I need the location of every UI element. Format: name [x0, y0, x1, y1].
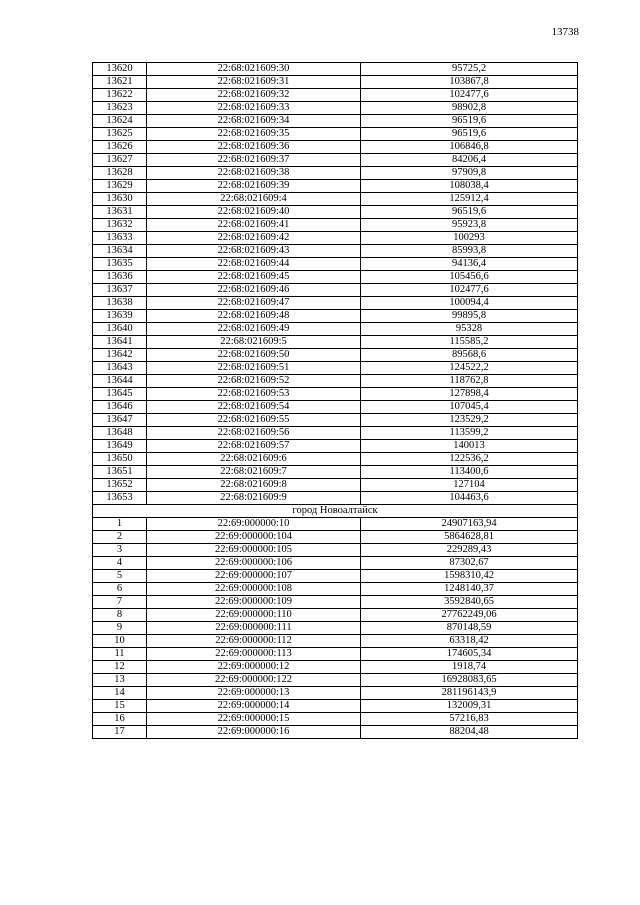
cadastral-number-cell: 22:68:021609:44: [147, 258, 361, 271]
cadastral-value-cell: 1248140,37: [361, 583, 578, 596]
cadastral-value-cell: 24907163,94: [361, 518, 578, 531]
table-row: [93, 362, 578, 375]
table-row: [93, 63, 578, 76]
cadastral-value-cell: 174605,34: [361, 648, 578, 661]
cadastral-number-cell: 22:69:000000:110: [147, 609, 361, 622]
table-row: [93, 453, 578, 466]
cadastral-number-cell: 22:68:021609:49: [147, 323, 361, 336]
table-row: [93, 518, 578, 531]
cadastral-value-cell: 3592840,65: [361, 596, 578, 609]
row-number-cell: 13646: [93, 401, 147, 414]
cadastral-value-cell: 102477,6: [361, 89, 578, 102]
cadastral-number-cell: 22:68:021609:54: [147, 401, 361, 414]
cadastral-value-cell: 113400,6: [361, 466, 578, 479]
cadastral-number-cell: 22:68:021609:37: [147, 154, 361, 167]
row-number-cell: 5: [93, 570, 147, 583]
cadastral-value-cell: 98902,8: [361, 102, 578, 115]
row-number-cell: 13638: [93, 297, 147, 310]
cadastral-number-cell: 22:69:000000:10: [147, 518, 361, 531]
cadastral-number-cell: 22:68:021609:43: [147, 245, 361, 258]
cadastral-value-cell: 96519,6: [361, 128, 578, 141]
table-row: [93, 115, 578, 128]
cadastral-value-cell: 229289,43: [361, 544, 578, 557]
row-number-cell: 13624: [93, 115, 147, 128]
row-number-cell: 13635: [93, 258, 147, 271]
cadastral-value-cell: 27762249,06: [361, 609, 578, 622]
row-number-cell: 17: [93, 726, 147, 739]
table-row: [93, 596, 578, 609]
cadastral-number-cell: 22:68:021609:30: [147, 63, 361, 76]
section-title: город Новоалтайск: [93, 505, 578, 518]
row-number-cell: 1: [93, 518, 147, 531]
cadastral-number-cell: 22:69:000000:106: [147, 557, 361, 570]
cadastral-number-cell: 22:68:021609:40: [147, 206, 361, 219]
cadastral-value-cell: 106846,8: [361, 141, 578, 154]
table-row: [93, 401, 578, 414]
cadastral-number-cell: 22:69:000000:111: [147, 622, 361, 635]
table-row: [93, 180, 578, 193]
row-number-cell: 13636: [93, 271, 147, 284]
table-row: [93, 531, 578, 544]
row-number-cell: 13647: [93, 414, 147, 427]
cadastral-number-cell: 22:68:021609:39: [147, 180, 361, 193]
row-number-cell: 13628: [93, 167, 147, 180]
table-row: [93, 245, 578, 258]
row-number-cell: 4: [93, 557, 147, 570]
cadastral-value-cell: 96519,6: [361, 115, 578, 128]
cadastral-number-cell: 22:68:021609:5: [147, 336, 361, 349]
table-row: [93, 414, 578, 427]
cadastral-value-cell: 63318,42: [361, 635, 578, 648]
cadastral-number-cell: 22:68:021609:52: [147, 375, 361, 388]
cadastral-value-cell: 118762,8: [361, 375, 578, 388]
cadastral-number-cell: 22:68:021609:32: [147, 89, 361, 102]
row-number-cell: 13653: [93, 492, 147, 505]
table-row: [93, 154, 578, 167]
cadastral-number-cell: 22:68:021609:48: [147, 310, 361, 323]
cadastral-number-cell: 22:68:021609:33: [147, 102, 361, 115]
table-row: [93, 375, 578, 388]
cadastral-number-cell: 22:69:000000:108: [147, 583, 361, 596]
cadastral-number-cell: 22:68:021609:55: [147, 414, 361, 427]
cadastral-number-cell: 22:68:021609:46: [147, 284, 361, 297]
row-number-cell: 13637: [93, 284, 147, 297]
cadastral-value-cell: 122536,2: [361, 453, 578, 466]
row-number-cell: 13623: [93, 102, 147, 115]
cadastral-value-cell: 107045,4: [361, 401, 578, 414]
cadastral-number-cell: 22:68:021609:4: [147, 193, 361, 206]
row-number-cell: 13627: [93, 154, 147, 167]
table-body-previous-section: [93, 63, 578, 505]
row-number-cell: 13639: [93, 310, 147, 323]
row-number-cell: 13631: [93, 206, 147, 219]
cadastral-number-cell: 22:68:021609:35: [147, 128, 361, 141]
cadastral-number-cell: 22:68:021609:31: [147, 76, 361, 89]
cadastral-number-cell: 22:68:021609:41: [147, 219, 361, 232]
table-row: [93, 544, 578, 557]
row-number-cell: 13642: [93, 349, 147, 362]
table-body-novoaltaysk: [93, 518, 578, 739]
table-row: [93, 479, 578, 492]
table-row: [93, 167, 578, 180]
row-number-cell: 12: [93, 661, 147, 674]
row-number-cell: 10: [93, 635, 147, 648]
row-number-cell: 13630: [93, 193, 147, 206]
table-row: [93, 271, 578, 284]
row-number-cell: 9: [93, 622, 147, 635]
row-number-cell: 13640: [93, 323, 147, 336]
row-number-cell: 13634: [93, 245, 147, 258]
cadastral-value-cell: 57216,83: [361, 713, 578, 726]
table-row: [93, 141, 578, 154]
cadastral-number-cell: 22:68:021609:8: [147, 479, 361, 492]
cadastral-number-cell: 22:69:000000:105: [147, 544, 361, 557]
table-row: [93, 388, 578, 401]
table-row: [93, 570, 578, 583]
cadastral-number-cell: 22:68:021609:53: [147, 388, 361, 401]
cadastral-value-cell: 124522,2: [361, 362, 578, 375]
cadastral-number-cell: 22:68:021609:42: [147, 232, 361, 245]
table-row: [93, 193, 578, 206]
cadastral-value-cell: 103867,8: [361, 76, 578, 89]
cadastral-number-cell: 22:69:000000:107: [147, 570, 361, 583]
cadastral-number-cell: 22:69:000000:113: [147, 648, 361, 661]
row-number-cell: 13641: [93, 336, 147, 349]
cadastral-number-cell: 22:68:021609:50: [147, 349, 361, 362]
table-row: [93, 89, 578, 102]
cadastral-value-cell: 105456,6: [361, 271, 578, 284]
cadastral-number-cell: 22:68:021609:36: [147, 141, 361, 154]
table-row: [93, 635, 578, 648]
row-number-cell: 13625: [93, 128, 147, 141]
table-row: [93, 674, 578, 687]
table-row: [93, 427, 578, 440]
cadastral-value-cell: 95725,2: [361, 63, 578, 76]
table-row: [93, 700, 578, 713]
table-row: [93, 219, 578, 232]
row-number-cell: 13644: [93, 375, 147, 388]
cadastral-value-cell: 132009,31: [361, 700, 578, 713]
row-number-cell: 13620: [93, 63, 147, 76]
row-number-cell: 7: [93, 596, 147, 609]
row-number-cell: 11: [93, 648, 147, 661]
row-number-cell: 16: [93, 713, 147, 726]
row-number-cell: 15: [93, 700, 147, 713]
cadastral-number-cell: 22:68:021609:51: [147, 362, 361, 375]
cadastral-value-cell: 99895,8: [361, 310, 578, 323]
table-row: [93, 687, 578, 700]
table-row: [93, 440, 578, 453]
cadastral-value-cell: 870148,59: [361, 622, 578, 635]
row-number-cell: 13649: [93, 440, 147, 453]
cadastral-value-cell: 127898,4: [361, 388, 578, 401]
row-number-cell: 14: [93, 687, 147, 700]
row-number-cell: 6: [93, 583, 147, 596]
table-row: [93, 609, 578, 622]
cadastral-value-cell: 84206,4: [361, 154, 578, 167]
cadastral-value-cell: 102477,6: [361, 284, 578, 297]
cadastral-number-cell: 22:68:021609:56: [147, 427, 361, 440]
table-row: [93, 76, 578, 89]
table-row: [93, 583, 578, 596]
row-number-cell: 13643: [93, 362, 147, 375]
cadastral-value-cell: 95923,8: [361, 219, 578, 232]
cadastral-number-cell: 22:69:000000:104: [147, 531, 361, 544]
row-number-cell: 2: [93, 531, 147, 544]
cadastral-number-cell: 22:68:021609:57: [147, 440, 361, 453]
cadastral-value-cell: 94136,4: [361, 258, 578, 271]
cadastral-value-cell: 88204,48: [361, 726, 578, 739]
table-row: [93, 466, 578, 479]
cadastral-value-cell: 281196143,9: [361, 687, 578, 700]
cadastral-number-cell: 22:69:000000:112: [147, 635, 361, 648]
cadastral-number-cell: 22:68:021609:38: [147, 167, 361, 180]
cadastral-number-cell: 22:69:000000:109: [147, 596, 361, 609]
table-row: [93, 323, 578, 336]
table-row: [93, 349, 578, 362]
cadastral-value-table: [92, 62, 578, 739]
table-row: [93, 206, 578, 219]
cadastral-value-cell: 85993,8: [361, 245, 578, 258]
row-number-cell: 13629: [93, 180, 147, 193]
cadastral-value-cell: 96519,6: [361, 206, 578, 219]
cadastral-value-cell: 89568,6: [361, 349, 578, 362]
table-row: [93, 297, 578, 310]
cadastral-number-cell: 22:68:021609:7: [147, 466, 361, 479]
cadastral-number-cell: 22:68:021609:6: [147, 453, 361, 466]
table-row: [93, 232, 578, 245]
row-number-cell: 13652: [93, 479, 147, 492]
cadastral-value-cell: 115585,2: [361, 336, 578, 349]
row-number-cell: 13633: [93, 232, 147, 245]
table-row: [93, 622, 578, 635]
cadastral-value-cell: 16928083,65: [361, 674, 578, 687]
row-number-cell: 13622: [93, 89, 147, 102]
cadastral-value-cell: 104463,6: [361, 492, 578, 505]
row-number-cell: 13621: [93, 76, 147, 89]
cadastral-value-cell: 108038,4: [361, 180, 578, 193]
cadastral-value-cell: 113599,2: [361, 427, 578, 440]
row-number-cell: 13651: [93, 466, 147, 479]
table-row: [93, 726, 578, 739]
row-number-cell: 13650: [93, 453, 147, 466]
cadastral-value-cell: 100094,4: [361, 297, 578, 310]
cadastral-number-cell: 22:68:021609:47: [147, 297, 361, 310]
cadastral-value-cell: 97909,8: [361, 167, 578, 180]
cadastral-value-cell: 5864628,81: [361, 531, 578, 544]
table-row: [93, 102, 578, 115]
cadastral-number-cell: 22:69:000000:14: [147, 700, 361, 713]
section-header-row: [93, 505, 578, 518]
table-row: [93, 258, 578, 271]
table-row: [93, 557, 578, 570]
row-number-cell: 3: [93, 544, 147, 557]
row-number-cell: 13626: [93, 141, 147, 154]
cadastral-value-cell: 125912,4: [361, 193, 578, 206]
table-row: [93, 336, 578, 349]
cadastral-value-cell: 100293: [361, 232, 578, 245]
cadastral-value-cell: 1598310,42: [361, 570, 578, 583]
cadastral-number-cell: 22:69:000000:122: [147, 674, 361, 687]
table-row: [93, 713, 578, 726]
cadastral-number-cell: 22:68:021609:34: [147, 115, 361, 128]
table-row: [93, 284, 578, 297]
page-number: 13738: [551, 26, 579, 38]
cadastral-value-cell: 127104: [361, 479, 578, 492]
table-row: [93, 310, 578, 323]
table-row: [93, 492, 578, 505]
cadastral-number-cell: 22:69:000000:15: [147, 713, 361, 726]
cadastral-number-cell: 22:68:021609:45: [147, 271, 361, 284]
table-row: [93, 661, 578, 674]
cadastral-number-cell: 22:69:000000:13: [147, 687, 361, 700]
cadastral-value-cell: 87302,67: [361, 557, 578, 570]
cadastral-number-cell: 22:68:021609:9: [147, 492, 361, 505]
cadastral-number-cell: 22:69:000000:16: [147, 726, 361, 739]
row-number-cell: 8: [93, 609, 147, 622]
row-number-cell: 13648: [93, 427, 147, 440]
row-number-cell: 13645: [93, 388, 147, 401]
cadastral-value-cell: 140013: [361, 440, 578, 453]
cadastral-value-cell: 123529,2: [361, 414, 578, 427]
table-row: [93, 128, 578, 141]
row-number-cell: 13632: [93, 219, 147, 232]
table-section-header: [93, 505, 578, 518]
cadastral-value-cell: 95328: [361, 323, 578, 336]
cadastral-number-cell: 22:69:000000:12: [147, 661, 361, 674]
row-number-cell: 13: [93, 674, 147, 687]
cadastral-value-cell: 1918,74: [361, 661, 578, 674]
table-row: [93, 648, 578, 661]
